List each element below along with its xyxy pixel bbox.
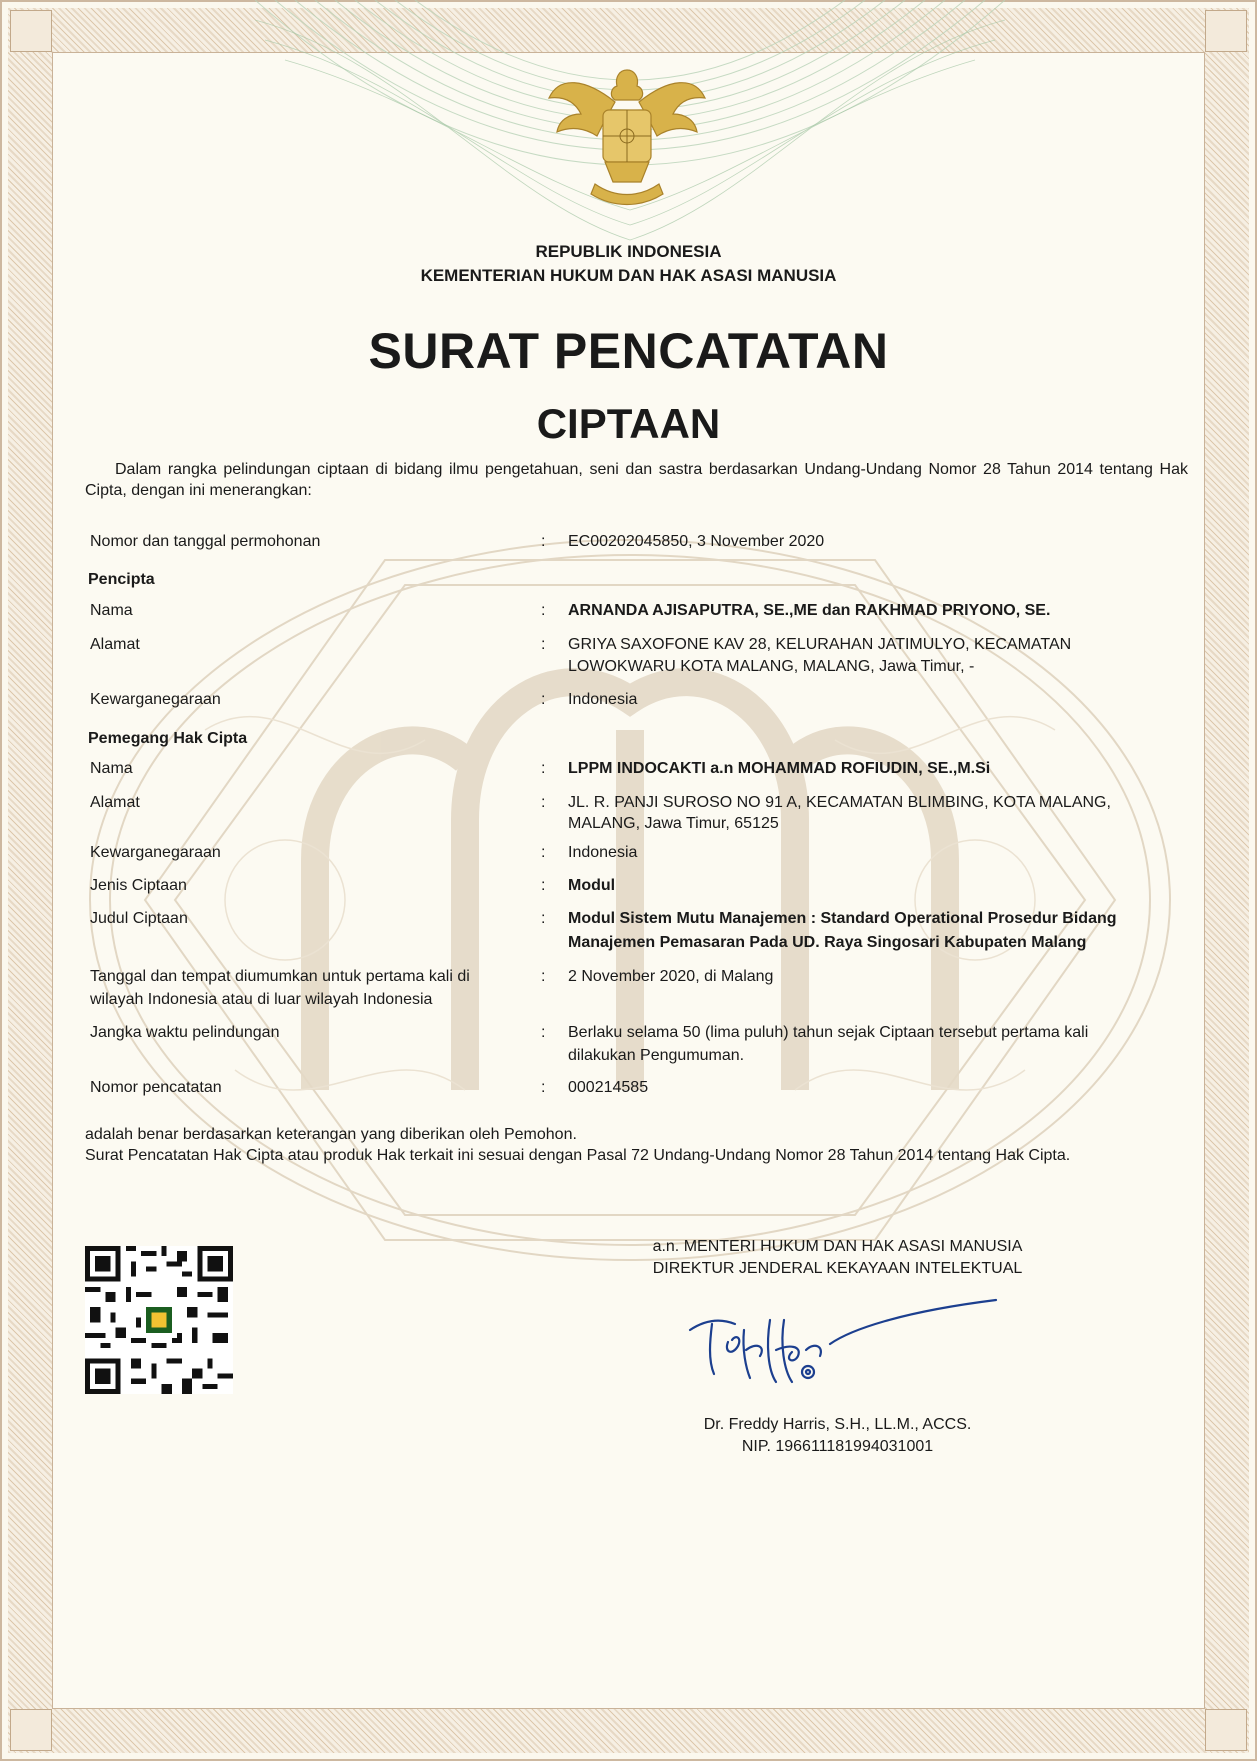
field-value: LPPM INDOCAKTI a.n MOHAMMAD ROFIUDIN, SE.,M.Si <box>568 760 991 777</box>
section-heading: Pencipta <box>88 571 155 588</box>
field-value-line2: dilakukan Pengumuman. <box>568 1047 745 1064</box>
qr-code-icon <box>85 1246 233 1394</box>
field-value-line1: JL. R. PANJI SUROSO NO 91 A, KECAMATAN BLIMBING, KOTA MALANG, <box>568 794 1111 811</box>
field-label: Nama <box>90 602 133 619</box>
field-colon: : <box>541 760 546 777</box>
field-label: Kewarganegaraan <box>90 844 221 861</box>
signatory-nip: NIP. 196611181994031001 <box>741 1438 934 1455</box>
field-label: Judul Ciptaan <box>90 910 188 927</box>
field-label: Jangka waktu pelindungan <box>90 1024 280 1041</box>
field-value: Indonesia <box>568 691 638 708</box>
corner-ornament-top-right <box>1205 10 1247 52</box>
field-label: Jenis Ciptaan <box>90 877 187 894</box>
field-value: ARNANDA AJISAPUTRA, SE.,ME dan RAKHMAD PRIYONO, SE. <box>568 602 1051 619</box>
garuda-emblem-icon <box>545 58 710 208</box>
field-label: Nomor pencatatan <box>90 1079 222 1096</box>
field-value: EC00202045850, 3 November 2020 <box>568 533 825 550</box>
corner-ornament-bottom-right <box>1205 1709 1247 1751</box>
field-colon: : <box>541 877 546 894</box>
field-value: Indonesia <box>568 844 638 861</box>
closing-statement-1: adalah benar berdasarkan keterangan yang diberikan oleh Pemohon. <box>85 1126 577 1143</box>
field-value-line1: GRIYA SAXOFONE KAV 28, KELURAHAN JATIMULYO, KECAMATAN <box>568 636 1072 653</box>
field-value-line1: Modul Sistem Mutu Manajemen : Standard Operational Prosedur Bidang <box>568 910 1117 927</box>
field-colon: : <box>541 794 546 811</box>
intro-paragraph: Dalam rangka pelindungan ciptaan di bidang ilmu pengetahuan, seni dan sastra berdasarkan Undang-Undang Nomor 28 Tahun 2014 tentang Hak Cipta, dengan ini menerangkan: <box>85 461 1188 499</box>
field-label: Alamat <box>90 794 140 811</box>
field-colon: : <box>541 691 546 708</box>
field-colon: : <box>541 1079 546 1096</box>
signatory-office-2: DIREKTUR JENDERAL KEKAYAAN INTELEKTUAL <box>652 1260 1023 1277</box>
field-colon: : <box>541 968 546 985</box>
signatory-name: Dr. Freddy Harris, S.H., LL.M., ACCS. <box>703 1416 972 1433</box>
document-title: SURAT PENCATATAN <box>368 323 889 379</box>
field-label: Nomor dan tanggal permohonan <box>90 533 321 550</box>
field-label: Kewarganegaraan <box>90 691 221 708</box>
field-label-line2: wilayah Indonesia atau di luar wilayah Indonesia <box>90 991 433 1008</box>
field-label: Alamat <box>90 636 140 653</box>
signatory-office-1: a.n. MENTERI HUKUM DAN HAK ASASI MANUSIA <box>652 1238 1023 1255</box>
field-value-line2: Manajemen Pemasaran Pada UD. Raya Singosari Kabupaten Malang <box>568 934 1087 951</box>
field-colon: : <box>541 636 546 653</box>
signature-icon <box>680 1290 1000 1390</box>
field-colon: : <box>541 1024 546 1041</box>
ministry-name: KEMENTERIAN HUKUM DAN HAK ASASI MANUSIA <box>420 266 837 285</box>
field-label: Nama <box>90 760 133 777</box>
corner-ornament-top-left <box>10 10 52 52</box>
field-label-line1: Tanggal dan tempat diumumkan untuk pertama kali di <box>90 968 470 985</box>
corner-ornament-bottom-left <box>10 1709 52 1751</box>
closing-statement-2: Surat Pencatatan Hak Cipta atau produk Hak terkait ini sesuai dengan Pasal 72 Undang-Undang Nomor 28 Tahun 2014 tentang Hak Cipta. <box>85 1147 1071 1164</box>
field-colon: : <box>541 602 546 619</box>
document-subtitle: CIPTAAN <box>536 400 721 447</box>
field-value-line2: LOWOKWARU KOTA MALANG, MALANG, Jawa Timur, - <box>568 658 975 675</box>
field-value-line2: MALANG, Jawa Timur, 65125 <box>568 815 779 832</box>
section-heading: Pemegang Hak Cipta <box>88 730 248 747</box>
field-value: Modul <box>568 877 616 894</box>
field-value: 000214585 <box>568 1079 649 1096</box>
field-colon: : <box>541 910 546 927</box>
field-value: 2 November 2020, di Malang <box>568 968 774 985</box>
field-colon: : <box>541 533 546 550</box>
country-name: REPUBLIK INDONESIA <box>535 242 722 261</box>
field-colon: : <box>541 844 546 861</box>
field-value-line1: Berlaku selama 50 (lima puluh) tahun sejak Ciptaan tersebut pertama kali <box>568 1024 1089 1041</box>
